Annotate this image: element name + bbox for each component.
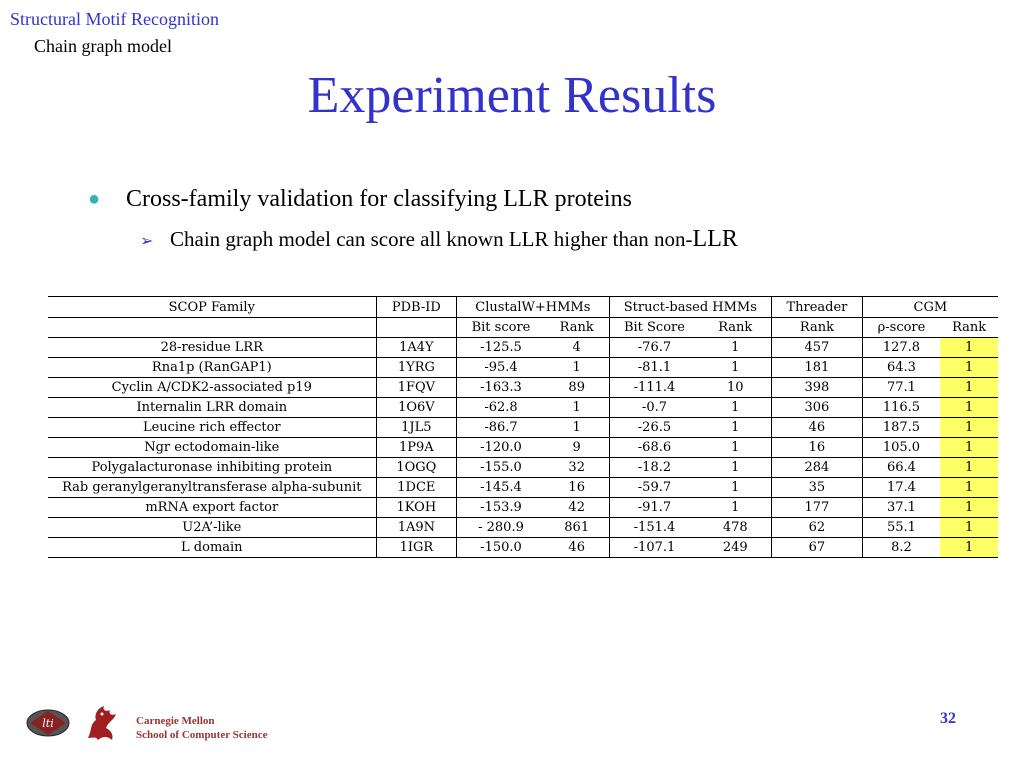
results-table xyxy=(48,296,998,558)
cell-pdb: 1KOH xyxy=(376,498,457,518)
col-pdb-id: PDB-ID xyxy=(376,297,457,318)
cell-struct-score: -107.1 xyxy=(609,538,699,558)
cell-family: Polygalacturonase inhibiting protein xyxy=(48,458,376,478)
cell-clustal-rank: 1 xyxy=(545,418,609,438)
cell-clustal-score: -125.5 xyxy=(457,338,545,358)
cell-struct-score: -18.2 xyxy=(609,458,699,478)
dragon-logo-icon xyxy=(82,700,122,744)
table-row xyxy=(48,538,998,558)
empty-header-cell xyxy=(48,318,376,338)
table-row xyxy=(48,418,998,438)
footer-org-line2: School of Computer Science xyxy=(136,729,268,741)
cell-family: mRNA export factor xyxy=(48,498,376,518)
cell-threader-rank: 35 xyxy=(772,478,863,498)
cell-pdb: 1OGQ xyxy=(376,458,457,478)
cell-struct-score: -151.4 xyxy=(609,518,699,538)
cell-cgm-score: 55.1 xyxy=(862,518,940,538)
cell-cgm-rank: 1 xyxy=(940,518,998,538)
cell-clustal-rank: 16 xyxy=(545,478,609,498)
sub-bullet-text: Chain graph model can score all known LLR higher than non- xyxy=(170,227,693,251)
subsection-title: Chain graph model xyxy=(34,36,172,56)
table-row xyxy=(48,338,998,358)
cell-clustal-score: -86.7 xyxy=(457,418,545,438)
cell-struct-score: -68.6 xyxy=(609,438,699,458)
cell-cgm-score: 37.1 xyxy=(862,498,940,518)
cell-pdb: 1IGR xyxy=(376,538,457,558)
cell-struct-rank: 249 xyxy=(699,538,771,558)
col-struct-based-hmms: Struct-based HMMs xyxy=(609,297,772,318)
cell-threader-rank: 46 xyxy=(772,418,863,438)
cell-cgm-rank: 1 xyxy=(940,338,998,358)
col-cgm: CGM xyxy=(862,297,998,318)
cell-struct-rank: 1 xyxy=(699,358,771,378)
cell-struct-rank: 478 xyxy=(699,518,771,538)
cell-struct-rank: 1 xyxy=(699,478,771,498)
cell-threader-rank: 306 xyxy=(772,398,863,418)
cell-cgm-rank: 1 xyxy=(940,378,998,398)
sub-cgm-rank: Rank xyxy=(940,318,998,338)
main-bullet-text: Cross-family validation for classifying LLR proteins xyxy=(126,186,632,212)
cell-pdb: 1O6V xyxy=(376,398,457,418)
cell-struct-score: -26.5 xyxy=(609,418,699,438)
cell-cgm-score: 77.1 xyxy=(862,378,940,398)
sub-bullet-tail: LLR xyxy=(692,226,738,252)
cell-family: L domain xyxy=(48,538,376,558)
cell-cgm-score: 66.4 xyxy=(862,458,940,478)
cell-cgm-rank: 1 xyxy=(940,498,998,518)
section-title: Structural Motif Recognition xyxy=(10,9,219,29)
cell-pdb: 1A4Y xyxy=(376,338,457,358)
cell-cgm-rank: 1 xyxy=(940,398,998,418)
cell-struct-rank: 1 xyxy=(699,498,771,518)
cell-cgm-rank: 1 xyxy=(940,478,998,498)
cell-clustal-score: -163.3 xyxy=(457,378,545,398)
cell-struct-score: -59.7 xyxy=(609,478,699,498)
table-sub-header-row xyxy=(48,318,998,338)
table-row xyxy=(48,358,998,378)
cell-cgm-score: 127.8 xyxy=(862,338,940,358)
cell-struct-rank: 10 xyxy=(699,378,771,398)
cell-clustal-rank: 89 xyxy=(545,378,609,398)
cell-clustal-rank: 1 xyxy=(545,358,609,378)
col-scop-family: SCOP Family xyxy=(48,297,376,318)
table-row xyxy=(48,498,998,518)
sub-clustal-rank: Rank xyxy=(545,318,609,338)
cell-struct-rank: 1 xyxy=(699,418,771,438)
cell-struct-score: -0.7 xyxy=(609,398,699,418)
table-row xyxy=(48,458,998,478)
cell-cgm-score: 116.5 xyxy=(862,398,940,418)
cell-threader-rank: 177 xyxy=(772,498,863,518)
cell-struct-rank: 1 xyxy=(699,458,771,478)
col-threader: Threader xyxy=(772,297,863,318)
cell-clustal-score: -153.9 xyxy=(457,498,545,518)
cell-family: Leucine rich effector xyxy=(48,418,376,438)
cell-clustal-rank: 1 xyxy=(545,398,609,418)
cell-family: Rna1p (RanGAP1) xyxy=(48,358,376,378)
cell-clustal-rank: 32 xyxy=(545,458,609,478)
cell-clustal-score: -120.0 xyxy=(457,438,545,458)
cell-family: 28-residue LRR xyxy=(48,338,376,358)
cell-clustal-score: -62.8 xyxy=(457,398,545,418)
cell-threader-rank: 16 xyxy=(772,438,863,458)
cell-cgm-rank: 1 xyxy=(940,358,998,378)
table-row xyxy=(48,478,998,498)
cell-pdb: 1FQV xyxy=(376,378,457,398)
col-clustalw-hmms: ClustalW+HMMs xyxy=(457,297,609,318)
cell-threader-rank: 181 xyxy=(772,358,863,378)
cell-family: Cyclin A/CDK2-associated p19 xyxy=(48,378,376,398)
cell-cgm-rank: 1 xyxy=(940,538,998,558)
cell-cgm-score: 64.3 xyxy=(862,358,940,378)
cell-clustal-rank: 46 xyxy=(545,538,609,558)
cell-threader-rank: 67 xyxy=(772,538,863,558)
table-row xyxy=(48,398,998,418)
cell-cgm-rank: 1 xyxy=(940,418,998,438)
cell-threader-rank: 398 xyxy=(772,378,863,398)
cell-cgm-score: 8.2 xyxy=(862,538,940,558)
cell-clustal-score: -145.4 xyxy=(457,478,545,498)
empty-header-cell xyxy=(376,318,457,338)
main-bullet xyxy=(88,186,632,213)
cell-threader-rank: 284 xyxy=(772,458,863,478)
cell-struct-score: -91.7 xyxy=(609,498,699,518)
cell-struct-rank: 1 xyxy=(699,338,771,358)
cell-clustal-rank: 9 xyxy=(545,438,609,458)
cell-cgm-score: 105.0 xyxy=(862,438,940,458)
cell-pdb: 1JL5 xyxy=(376,418,457,438)
sub-clustal-bit-score: Bit score xyxy=(457,318,545,338)
cell-threader-rank: 62 xyxy=(772,518,863,538)
cell-family: Ngr ectodomain-like xyxy=(48,438,376,458)
cell-family: Rab geranylgeranyltransferase alpha-subunit xyxy=(48,478,376,498)
cell-pdb: 1A9N xyxy=(376,518,457,538)
sub-bullet xyxy=(140,226,738,253)
table-row xyxy=(48,378,998,398)
cell-clustal-rank: 4 xyxy=(545,338,609,358)
table-row xyxy=(48,438,998,458)
cell-clustal-score: -155.0 xyxy=(457,458,545,478)
cell-clustal-rank: 861 xyxy=(545,518,609,538)
sub-threader-rank: Rank xyxy=(772,318,863,338)
cell-struct-score: -81.1 xyxy=(609,358,699,378)
cell-clustal-score: -95.4 xyxy=(457,358,545,378)
table-row xyxy=(48,518,998,538)
cell-clustal-score: -150.0 xyxy=(457,538,545,558)
cell-clustal-rank: 42 xyxy=(545,498,609,518)
cell-clustal-score: - 280.9 xyxy=(457,518,545,538)
page-number: 32 xyxy=(940,710,956,727)
cell-family: U2A’-like xyxy=(48,518,376,538)
sub-struct-rank: Rank xyxy=(699,318,771,338)
cell-pdb: 1DCE xyxy=(376,478,457,498)
table-group-header-row xyxy=(48,297,998,318)
cell-struct-rank: 1 xyxy=(699,398,771,418)
cell-pdb: 1YRG xyxy=(376,358,457,378)
cell-struct-score: -111.4 xyxy=(609,378,699,398)
sub-struct-bit-score: Bit Score xyxy=(609,318,699,338)
svg-text:lti: lti xyxy=(42,717,54,730)
cell-cgm-score: 17.4 xyxy=(862,478,940,498)
cell-threader-rank: 457 xyxy=(772,338,863,358)
footer-org-line1: Carnegie Mellon xyxy=(136,715,215,727)
bullet-dot-icon: ● xyxy=(88,188,101,210)
arrow-bullet-icon: ➢ xyxy=(140,233,154,250)
cell-pdb: 1P9A xyxy=(376,438,457,458)
cell-family: Internalin LRR domain xyxy=(48,398,376,418)
cell-cgm-rank: 1 xyxy=(940,438,998,458)
cell-cgm-rank: 1 xyxy=(940,458,998,478)
sub-cgm-rho-score: ρ-score xyxy=(862,318,940,338)
cell-cgm-score: 187.5 xyxy=(862,418,940,438)
cell-struct-score: -76.7 xyxy=(609,338,699,358)
cell-struct-rank: 1 xyxy=(699,438,771,458)
lti-logo-icon xyxy=(26,708,70,738)
footer-organization xyxy=(136,714,267,742)
slide-title: Experiment Results xyxy=(307,67,717,124)
